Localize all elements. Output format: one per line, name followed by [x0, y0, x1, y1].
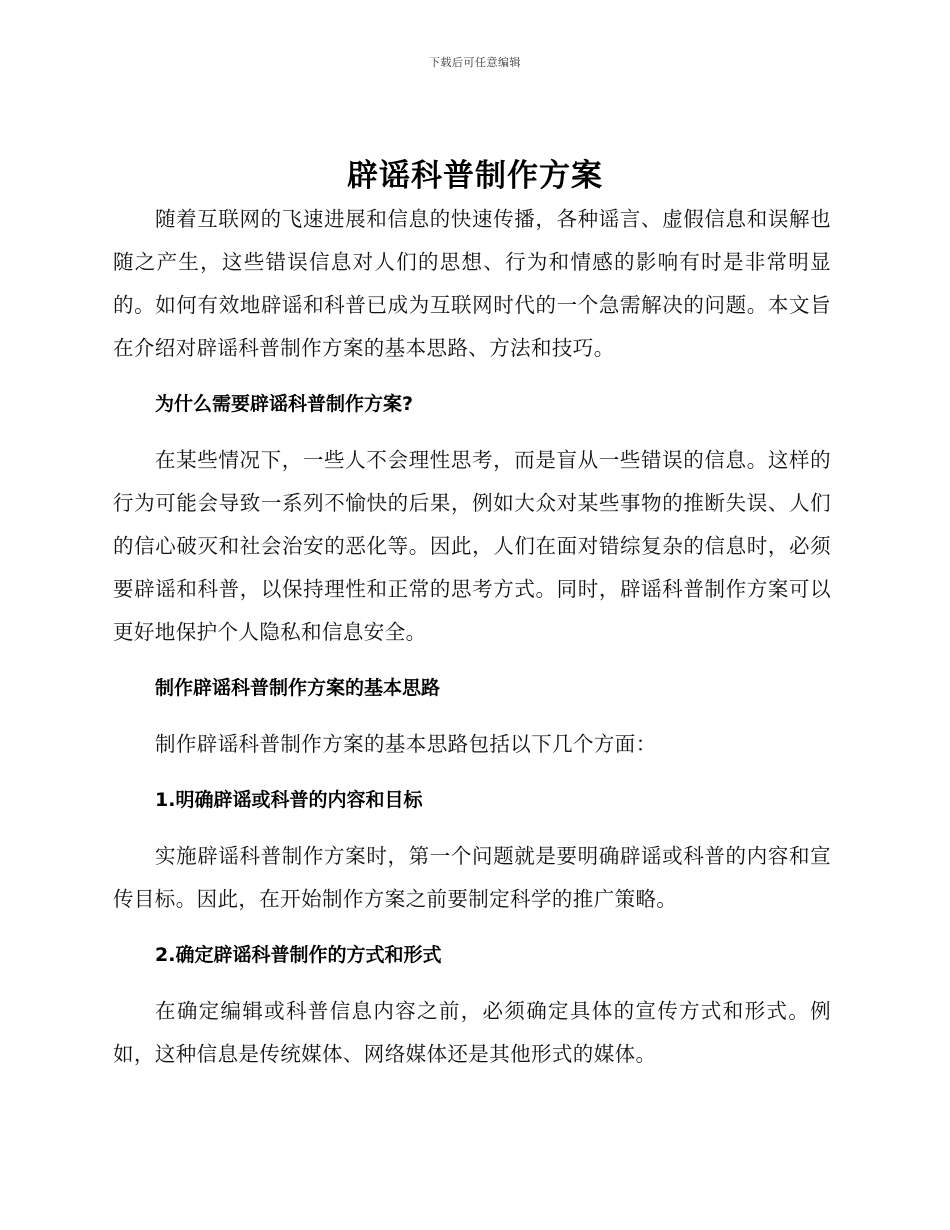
section-body-approach: 制作辟谣科普制作方案的基本思路包括以下几个方面： — [155, 732, 657, 756]
document-title: 辟谣科普制作方案 — [347, 158, 603, 194]
item-body-2: 在确定编辑或科普信息内容之前，必须确定具体的宣传方式和形式。例如，这种信息是传统媒体、网络媒体还是其他形式的媒体。 — [113, 999, 831, 1066]
intro-paragraph: 随着互联网的飞速进展和信息的快速传播，各种谣言、虚假信息和误解也随之产生，这些错误信息对人们的思想、行为和情感的影响有时是非常明显的。如何有效地辟谣和科普已成为互联网时代的一个急需解决的问题。本文旨在介绍对辟谣科普制作方案的基本思路、方法和技巧。 — [113, 207, 831, 360]
item-heading-2: 2.确定辟谣科普制作的方式和形式 — [155, 944, 442, 966]
section-heading-why: 为什么需要辟谣科普制作方案? — [155, 393, 414, 415]
section-body-why: 在某些情况下，一些人不会理性思考，而是盲从一些错误的信息。这样的行为可能会导致一系列不愉快的后果，例如大众对某些事物的推断失误、人们的信心破灭和社会治安的恶化等。因此，人们在面对错综复杂的信息时，必须要辟谣和科普，以保持理性和正常的思考方式。同时，辟谣科普制作方案可以更好地保护个人隐私和信息安全。 — [113, 448, 831, 644]
document-body — [113, 198, 831, 1076]
item-heading-1: 1.明确辟谣或科普的内容和目标 — [155, 789, 423, 811]
item-body-1: 实施辟谣科普制作方案时，第一个问题就是要明确辟谣或科普的内容和宣传目标。因此，在开始制作方案之前要制定科学的推广策略。 — [113, 844, 831, 911]
section-heading-approach: 制作辟谣科普制作方案的基本思路 — [155, 677, 441, 699]
header-note: 下载后可任意编辑 — [429, 56, 521, 69]
